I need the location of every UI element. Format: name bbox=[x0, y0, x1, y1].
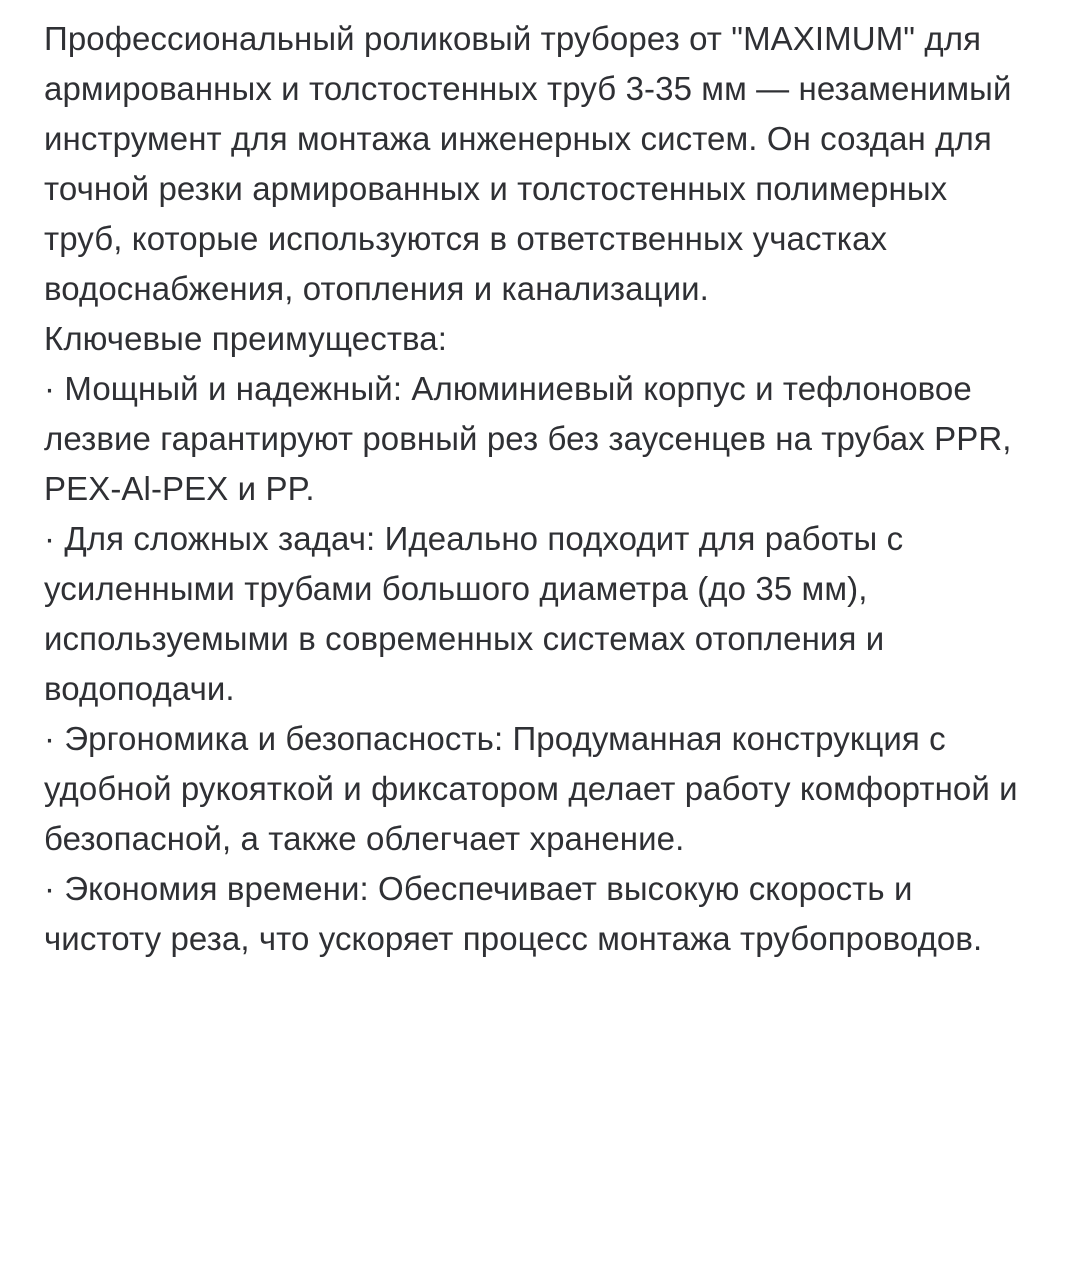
intro-paragraph: Профессиональный роликовый труборез от "MAXIMUM" для армированных и толстостенных труб 3-35 мм — незаменимый инструмент для монтажа инженерных систем. Он создан для точной резки армированных и толстостенных полимерных труб, которые используются в ответственных участках водоснабжения, отопления и канализации. bbox=[44, 20, 1012, 307]
benefit-item-power: · Мощный и надежный: Алюминиевый корпус и тефлоновое лезвие гарантируют ровный рез без заусенцев на трубах PPR, PEX-Al-PEX и PP. bbox=[44, 370, 1012, 507]
benefits-heading: Ключевые преимущества: bbox=[44, 320, 448, 357]
description-text-block bbox=[44, 14, 1022, 964]
benefit-item-hard-tasks: · Для сложных задач: Идеально подходит для работы с усиленными трубами большого диаметра (до 35 мм), используемыми в современных системах отопления и водоподачи. bbox=[44, 520, 904, 707]
benefit-item-time-saving: · Экономия времени: Обеспечивает высокую скорость и чистоту реза, что ускоряет процесс монтажа трубопроводов. bbox=[44, 870, 983, 957]
benefit-item-ergonomics: · Эргономика и безопасность: Продуманная конструкция с удобной рукояткой и фиксатором делает работу комфортной и безопасной, а также облегчает хранение. bbox=[44, 720, 1018, 857]
